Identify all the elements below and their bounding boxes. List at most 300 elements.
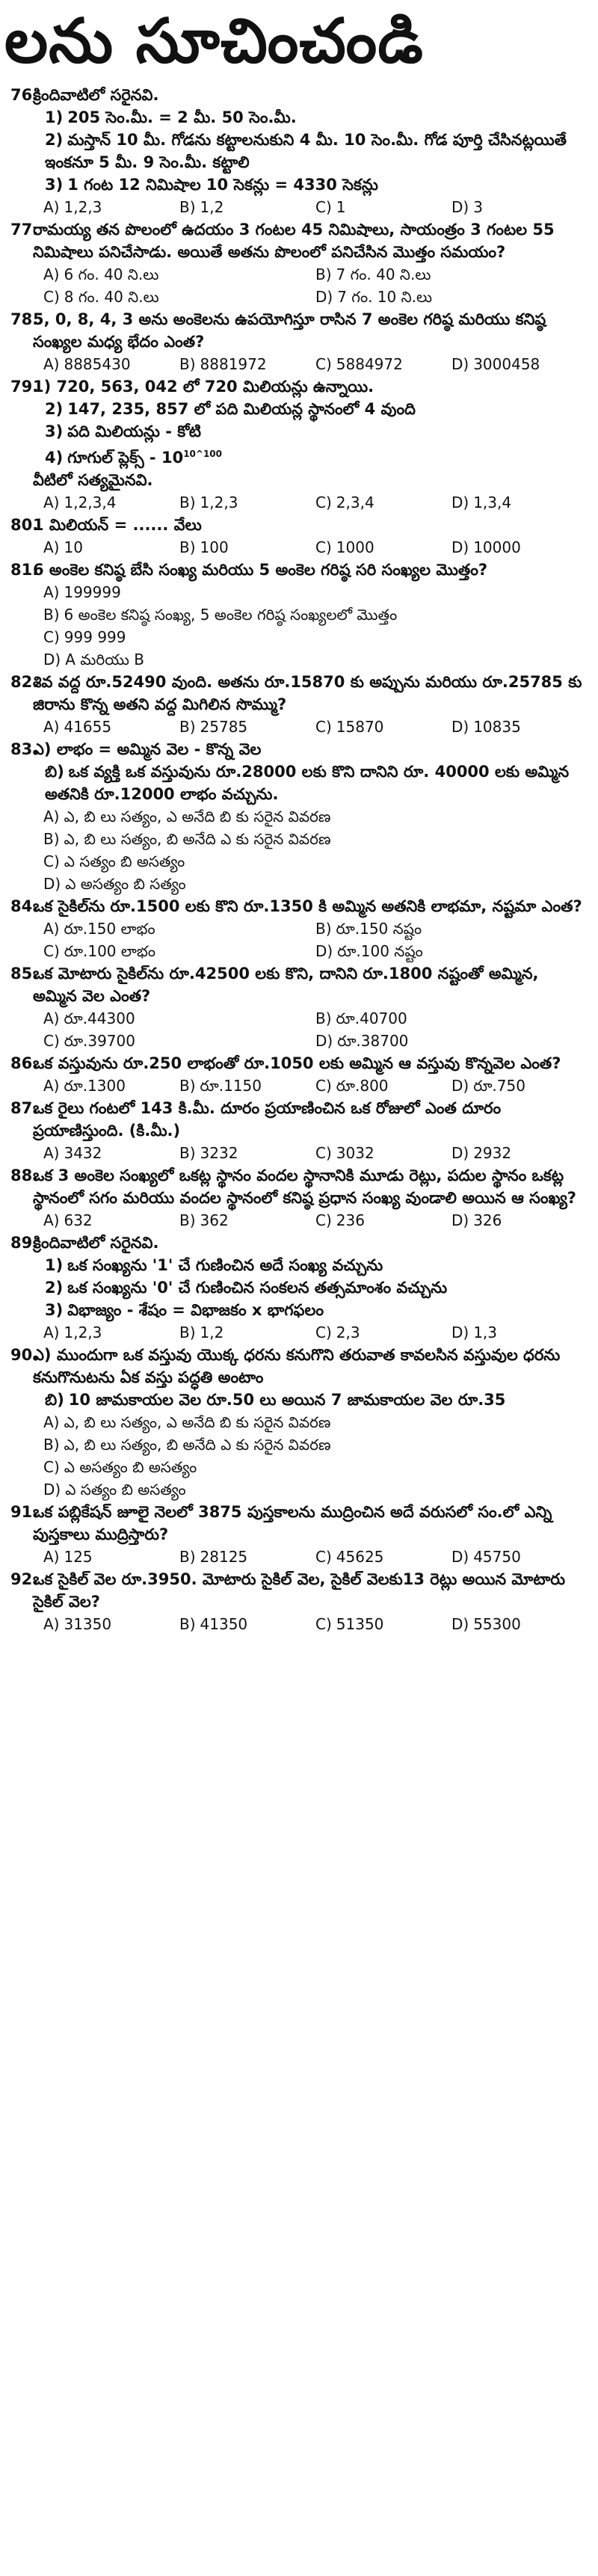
answer-option[interactable] (43, 491, 179, 514)
answer-option[interactable] (315, 1321, 451, 1344)
option-letter: C) (315, 494, 332, 511)
option-text: 1000 (336, 538, 374, 556)
statement-number: 3) (45, 176, 64, 194)
answer-option[interactable] (315, 353, 451, 375)
answer-option[interactable] (43, 1007, 315, 1030)
option-letter: A) (43, 1077, 60, 1095)
answer-option[interactable] (179, 1321, 315, 1344)
statement-text: 205 సెం.మీ. = 2 మీ. 50 సెం.మీ. (67, 108, 297, 126)
option-letter: D) (451, 1144, 469, 1162)
option-text: 1,3,4 (473, 494, 512, 511)
option-text: 6 గం. 40 ని.లు (64, 265, 159, 283)
option-letter: D) (451, 355, 469, 373)
answer-option[interactable] (315, 263, 588, 286)
answer-option[interactable] (43, 263, 315, 286)
question-block (10, 671, 588, 738)
answer-option[interactable] (43, 648, 588, 671)
option-text: 1,3 (473, 1324, 498, 1341)
option-letter: B) (179, 1211, 196, 1229)
statement-text: గూగుల్ ప్లెక్స్ - 10 (67, 449, 184, 467)
answer-option[interactable] (315, 1546, 451, 1568)
question-text (10, 738, 588, 760)
option-text: 8881972 (200, 355, 267, 373)
option-letter: D) (451, 1211, 469, 1229)
answer-option[interactable] (43, 1075, 179, 1097)
question-number: 88. (10, 1166, 39, 1184)
question-text (10, 1052, 588, 1075)
answer-option[interactable] (315, 536, 451, 559)
option-text: 2,3 (336, 1324, 360, 1341)
answer-option[interactable] (43, 1030, 315, 1052)
option-text: 10 (64, 538, 83, 556)
answer-option[interactable] (315, 940, 588, 962)
answer-option[interactable] (43, 940, 315, 962)
statement-text: 147, 235, 857 లో పది మిలియన్ల స్థానంలో 4 వుంది (67, 400, 416, 418)
option-letter: D) (451, 1077, 469, 1095)
answer-option[interactable] (43, 828, 588, 850)
statement-text: మస్తాన్ 10 మీ. గోడను కట్టాలనుకుని 4 మీ. 10 సెం.మీ. గోడ పూర్తి చేసినట్లయితే ఇంకనూ 5 మీ. 9 సెం.మీ. కట్టాలి (45, 131, 567, 171)
option-text: 1,2 (200, 1324, 224, 1341)
answer-option[interactable] (43, 1411, 588, 1433)
statement-number: 1) (45, 1256, 64, 1274)
question-block (10, 375, 588, 514)
question-text (10, 218, 588, 263)
page-header (0, 0, 598, 84)
question-stem: ఎ) ముందుగా ఒక వస్తువు యొక్క ధరను కనుగొని తరువాత కావలసిన వస్తువుల ధరను కనుగొనుటను ఏక వస్తు పద్ధతి అంటాం (33, 1346, 561, 1386)
question-stem: ఒక సైకిల్‌ను రూ.1500 లకు కొని రూ.1350 కి అమ్మిన అతనికి లాభమా, నష్టమా ఎంత? (33, 897, 582, 915)
answer-option[interactable] (451, 1075, 588, 1097)
question-number: 78. (10, 310, 39, 328)
question-statement (33, 420, 588, 443)
question-text (10, 1501, 588, 1546)
option-text: 8885430 (64, 355, 131, 373)
question-stem: ఒక రైలు గంటలో 143 కి.మీ. దూరం ప్రయాణించిన ఒక రోజులో ఎంత దూరం ప్రయాణిస్తుంది. (కి.మీ.) (33, 1099, 502, 1140)
answer-option[interactable] (43, 873, 588, 895)
answer-option[interactable] (451, 1613, 588, 1635)
options-grid (33, 1613, 588, 1635)
statement-number: 3) (45, 1301, 64, 1319)
option-letter: C) (43, 852, 60, 870)
options-grid (33, 536, 588, 559)
statement-text: ఒక వ్యక్తి ఒక వస్తువును రూ.28000 లకు కొని దానిని రూ. 40000 లకు అమ్మిన అతనికి రూ.12000 లాభం వచ్చును. (45, 763, 570, 803)
answer-option[interactable] (315, 1209, 451, 1232)
question-block (10, 1097, 588, 1164)
option-letter: C) (315, 1548, 332, 1566)
option-letter: A) (43, 494, 60, 511)
statement-number: 3) (45, 422, 64, 440)
option-letter: B) (179, 538, 196, 556)
option-letter: D) (315, 288, 333, 306)
option-letter: C) (315, 355, 332, 373)
question-number: 86. (10, 1054, 39, 1072)
options-grid (33, 1411, 588, 1501)
answer-option[interactable] (451, 1209, 588, 1232)
options-grid (33, 1321, 588, 1344)
option-text: ఎ, బి లు సత్యం, ఎ అనేది బి కు సరైన వివరణ (64, 1413, 331, 1431)
answer-option[interactable] (451, 1321, 588, 1344)
option-text: 3032 (336, 1144, 374, 1162)
option-letter: B) (179, 718, 196, 736)
option-text: 1,2 (200, 198, 224, 216)
answer-option[interactable] (179, 1075, 315, 1097)
option-text: 2,3,4 (336, 494, 374, 511)
question-list (0, 84, 598, 1635)
option-letter: B) (179, 1324, 196, 1341)
question-stem: ఒక వస్తువును రూ.250 లాభంతో రూ.1050 లకు అమ్మిన ఆ వస్తువు కొన్నవెల ఎంత? (33, 1054, 561, 1072)
question-block (10, 84, 588, 218)
option-text: 632 (64, 1211, 93, 1229)
option-letter: B) (43, 1436, 60, 1454)
answer-option[interactable] (315, 286, 588, 308)
answer-option[interactable] (43, 353, 179, 375)
option-letter: A) (43, 583, 60, 601)
option-text: 10835 (473, 718, 521, 736)
question-statement (33, 760, 588, 805)
question-stem: రామయ్య తన పొలంలో ఉదయం 3 గంటల 45 నిమిషాలు, సాయంత్రం 3 గంటల 55 నిమిషాలు పనిచేసాడు. అయితే అతను పొలంలో పనిచేసిన మొత్తం సమయం? (33, 221, 555, 261)
question-stem: శివ వద్ద రూ.52490 వుంది. అతను రూ.15870 కు అప్పును మరియు రూ.25785 కు జిరాను కొన్న అతని వద్ద మిగిలిన సొమ్ము? (33, 673, 582, 713)
option-text: 25785 (200, 718, 248, 736)
answer-option[interactable] (43, 196, 179, 218)
answer-option[interactable] (451, 353, 588, 375)
option-letter: D) (451, 538, 469, 556)
question-number: 92. (10, 1570, 39, 1588)
answer-option[interactable] (451, 1142, 588, 1164)
answer-option[interactable] (43, 603, 588, 626)
question-text (10, 1568, 588, 1613)
answer-option[interactable] (43, 716, 179, 738)
answer-option[interactable] (315, 196, 451, 218)
question-number: 90. (10, 1346, 39, 1364)
answer-option[interactable] (179, 536, 315, 559)
answer-option[interactable] (43, 581, 588, 603)
question-stem: ఎ) లాభం = అమ్మిన వెల - కొన్న వెల (33, 740, 262, 758)
option-letter: C) (315, 718, 332, 736)
options-grid (33, 1075, 588, 1097)
question-block (10, 308, 588, 375)
option-text: రూ.100 నష్టం (337, 942, 423, 960)
options-grid (33, 805, 588, 895)
options-grid (33, 716, 588, 738)
question-block (10, 1501, 588, 1568)
answer-option[interactable] (43, 286, 315, 308)
question-stem: 5, 0, 8, 4, 3 అను అంకెలను ఉపయోగిస్తూ రాసిన 7 అంకెల గరిష్ఠ మరియు కనిష్ఠ సంఖ్యల మధ్య భేదం ఎంత? (33, 310, 546, 351)
question-block (10, 218, 588, 308)
answer-option[interactable] (179, 353, 315, 375)
answer-option[interactable] (315, 917, 588, 940)
options-grid (33, 917, 588, 962)
question-statement (33, 1254, 588, 1276)
question-block (10, 1344, 588, 1501)
option-text: రూ.150 లాభం (64, 920, 155, 938)
header-title: లను సూచించండి (4, 6, 424, 77)
question-text (10, 1344, 588, 1389)
option-text: రూ.150 నష్టం (336, 920, 422, 938)
option-letter: D) (451, 1548, 469, 1566)
option-text: 55300 (473, 1615, 521, 1633)
option-letter: D) (315, 942, 333, 960)
option-text: ఎ, బి లు సత్యం, ఎ అనేది బి కు సరైన వివరణ (64, 808, 331, 826)
question-number: 84. (10, 897, 39, 915)
question-number: 76. (10, 86, 39, 104)
option-letter: C) (315, 1211, 332, 1229)
answer-option[interactable] (179, 1613, 315, 1635)
question-number: 80. (10, 516, 39, 534)
option-text: 28125 (200, 1548, 248, 1566)
option-text: 1,2,3,4 (64, 494, 117, 511)
option-letter: B) (179, 1548, 196, 1566)
answer-option[interactable] (43, 1321, 179, 1344)
option-letter: A) (43, 920, 60, 938)
answer-option[interactable] (43, 1433, 588, 1456)
question-stem: 6 అంకెల కనిష్ఠ బేసి సంఖ్య మరియు 5 అంకెల గరిష్ఠ సరి సంఖ్యల మొత్తం? (33, 561, 488, 579)
option-letter: B) (179, 1144, 196, 1162)
question-number: 89. (10, 1234, 39, 1252)
answer-option[interactable] (43, 1142, 179, 1164)
answer-option[interactable] (315, 1030, 588, 1052)
answer-option[interactable] (315, 1007, 588, 1030)
option-letter: C) (315, 1615, 332, 1633)
answer-option[interactable] (43, 1456, 588, 1478)
option-text: 3 (473, 198, 483, 216)
option-text: 3432 (64, 1144, 102, 1162)
option-text: 199999 (64, 583, 121, 601)
option-letter: A) (43, 808, 60, 826)
option-text: 45750 (473, 1548, 521, 1566)
option-letter: A) (43, 355, 60, 373)
question-block (10, 1164, 588, 1232)
option-letter: D) (451, 718, 469, 736)
options-grid (33, 1546, 588, 1568)
question-stem: 1 మిలియన్ = ...... వేలు (33, 516, 202, 534)
question-text (10, 1164, 588, 1209)
answer-option[interactable] (179, 1142, 315, 1164)
option-letter: C) (315, 1324, 332, 1341)
option-letter: B) (179, 355, 196, 373)
statement-text: 1 గంట 12 నిమిషాల 10 సెకన్లు = 4330 సెకన్లు (67, 176, 378, 194)
option-text: 8 గం. 40 ని.లు (64, 288, 159, 306)
option-text: 6 అంకెల కనిష్ఠ సంఖ్య, 5 అంకెల గరిష్ఠ సంఖ్యలలో మొత్తం (64, 606, 398, 624)
answer-option[interactable] (43, 1613, 179, 1635)
answer-option[interactable] (179, 1209, 315, 1232)
option-text: రూ.800 (336, 1077, 389, 1095)
question-number: 79. (10, 378, 39, 396)
statement-number: బి) (45, 763, 64, 781)
question-number: 91. (10, 1503, 39, 1521)
option-letter: A) (43, 1211, 60, 1229)
answer-option[interactable] (43, 1546, 179, 1568)
option-text: 362 (200, 1211, 229, 1229)
question-statement (33, 129, 588, 173)
answer-option[interactable] (43, 1478, 588, 1501)
option-text: 15870 (336, 718, 384, 736)
question-statement (33, 1299, 588, 1321)
question-block (10, 738, 588, 895)
question-block (10, 962, 588, 1052)
option-text: ఎ, బి లు సత్యం, బి అనేది ఎ కు సరైన వివరణ (64, 1436, 331, 1454)
question-statement (33, 1276, 588, 1299)
option-letter: C) (43, 1032, 60, 1050)
option-letter: A) (43, 198, 60, 216)
question-text (10, 514, 588, 536)
statement-text: ఒక సంఖ్యను '0' చే గుణించిన సంకలన తత్సమాంశం వచ్చును (67, 1279, 448, 1297)
option-text: 236 (336, 1211, 365, 1229)
question-text (10, 375, 588, 398)
option-text: రూ.1150 (200, 1077, 262, 1095)
option-text: A మరియు B (65, 651, 144, 668)
statement-text: విభాజ్యం - శేషం = విభాజకం x భాగఫలం (67, 1301, 324, 1319)
option-letter: B) (315, 265, 332, 283)
option-text: రూ.1300 (64, 1077, 126, 1095)
option-letter: B) (179, 1615, 196, 1633)
option-text: రూ.750 (473, 1077, 525, 1095)
option-text: 1,2,3 (64, 1324, 102, 1341)
answer-option[interactable] (451, 196, 588, 218)
option-letter: B) (179, 198, 196, 216)
statement-superscript: 10^100 (183, 449, 222, 459)
question-stem: ఒక పబ్లికేషన్ జూలై నెలలో 3875 పుస్తకాలను ముద్రించిన అదే వరుసలో సం.లో ఎన్ని పుస్తకాలు ముద్రిస్తారు? (33, 1503, 552, 1543)
question-number: 83. (10, 740, 39, 758)
option-letter: C) (43, 1458, 60, 1476)
answer-option[interactable] (451, 491, 588, 514)
options-grid (33, 196, 588, 218)
question-text (10, 962, 588, 1007)
option-letter: A) (43, 1548, 60, 1566)
option-letter: A) (43, 538, 60, 556)
option-text: 1 (336, 198, 346, 216)
option-letter: C) (43, 628, 60, 646)
option-letter: D) (43, 651, 61, 668)
option-text: ఎ అసత్యం బి అసత్యం (64, 1458, 197, 1476)
question-number: 81. (10, 561, 39, 579)
option-letter: B) (315, 1009, 332, 1027)
question-block (10, 1568, 588, 1635)
question-text (10, 84, 588, 106)
option-letter: D) (451, 1615, 469, 1633)
option-text: ఎ సత్యం బి అసత్యం (64, 852, 185, 870)
question-text (10, 895, 588, 917)
statement-number: 2) (45, 1279, 64, 1297)
option-text: ఎ అసత్యం బి సత్యం (65, 875, 186, 893)
option-letter: C) (43, 288, 60, 306)
option-letter: C) (315, 1144, 332, 1162)
answer-option[interactable] (315, 716, 451, 738)
option-letter: D) (451, 494, 469, 511)
option-text: 5884972 (336, 355, 403, 373)
question-statement (33, 1389, 588, 1411)
answer-option[interactable] (315, 1075, 451, 1097)
option-letter: A) (43, 1413, 60, 1431)
options-grid (33, 491, 588, 514)
question-stem: ఒక మోటారు సైకిల్‌ను రూ.42500 లకు కొని, దానిని రూ.1800 నష్టంతో అమ్మిన, అమ్మిన వెల ఎంత? (33, 965, 539, 1005)
statement-number: 4) (45, 449, 64, 467)
option-text: 10000 (473, 538, 521, 556)
option-letter: A) (43, 1615, 60, 1633)
option-text: 7 గం. 40 ని.లు (336, 265, 431, 283)
option-letter: A) (43, 265, 60, 283)
options-grid (33, 1209, 588, 1232)
option-text: 41350 (200, 1615, 248, 1633)
option-letter: A) (43, 1144, 60, 1162)
question-block (10, 1232, 588, 1344)
question-number: 82. (10, 673, 39, 691)
question-block (10, 559, 588, 671)
answer-option[interactable] (43, 805, 588, 828)
answer-option[interactable] (179, 716, 315, 738)
option-text: 2932 (473, 1144, 512, 1162)
option-letter: D) (43, 875, 61, 893)
option-text: 7 గం. 10 ని.లు (337, 288, 433, 306)
option-text: 326 (473, 1211, 502, 1229)
answer-option[interactable] (43, 626, 588, 648)
option-text: 3232 (200, 1144, 238, 1162)
option-letter: A) (43, 1324, 60, 1341)
answer-option[interactable] (315, 1142, 451, 1164)
options-grid (33, 263, 588, 308)
answer-option[interactable] (43, 1209, 179, 1232)
question-stem: ఒక 3 అంకెల సంఖ్యలో ఒకట్ల స్థానం వందల స్థానానికి మూడు రెట్లు, పదుల స్థానం ఒకట్ల స్థానంలో సగం మరియు వందల స్థానంలో కనిష్ఠ ప్రధాన సంఖ్య వుండాలి అయిన ఆ సంఖ్య? (33, 1166, 576, 1207)
answer-option[interactable] (179, 1546, 315, 1568)
question-block (10, 1052, 588, 1097)
question-number: 85. (10, 965, 39, 983)
question-stem: 1) 720, 563, 042 లో 720 మిలియన్లు ఉన్నాయి. (33, 378, 374, 396)
statement-text: 10 జామకాయల వెల రూ.50 లు అయిన 7 జామకాయల వెల రూ.35 (68, 1391, 506, 1409)
option-letter: C) (43, 942, 60, 960)
answer-option[interactable] (315, 1613, 451, 1635)
option-letter: A) (43, 718, 60, 736)
option-text: 31350 (64, 1615, 112, 1633)
option-text: రూ.44300 (64, 1009, 135, 1027)
options-grid (33, 581, 588, 671)
question-text (10, 559, 588, 581)
option-text: 45625 (336, 1548, 384, 1566)
statement-number: 1) (45, 108, 64, 126)
answer-option[interactable] (451, 716, 588, 738)
answer-option[interactable] (451, 536, 588, 559)
question-number: 87. (10, 1099, 39, 1117)
answer-option[interactable] (451, 1546, 588, 1568)
option-text: 100 (200, 538, 229, 556)
statement-number: 2) (45, 131, 64, 149)
option-text: 1,2,3 (200, 494, 238, 511)
answer-option[interactable] (179, 196, 315, 218)
option-letter: D) (315, 1032, 333, 1050)
statement-text: పది మిలియన్లు - కోటి (67, 422, 202, 440)
question-stem: క్రిందివాటిలో సరైనవి. (33, 1234, 159, 1252)
statement-number: 2) (45, 400, 64, 418)
options-grid (33, 1142, 588, 1164)
option-letter: C) (315, 198, 332, 216)
option-letter: D) (43, 1481, 61, 1498)
answer-option[interactable] (43, 536, 179, 559)
question-text (10, 671, 588, 716)
question-text (10, 308, 588, 353)
option-letter: D) (451, 1324, 469, 1341)
question-stem: ఒక సైకిల్ వెల రూ.3950. మోటారు సైకిల్ వెల, సైకిల్ వెలకు13 రెట్లు అయిన మోటారు సైకిల్ వెల? (33, 1570, 566, 1611)
question-statement (33, 398, 588, 420)
option-letter: B) (179, 494, 196, 511)
option-text: 125 (64, 1548, 93, 1566)
option-letter: B) (43, 830, 60, 848)
option-letter: C) (315, 1077, 332, 1095)
answer-option[interactable] (315, 491, 451, 514)
question-text (10, 1097, 588, 1142)
answer-option[interactable] (43, 850, 588, 873)
answer-option[interactable] (179, 491, 315, 514)
answer-option[interactable] (43, 917, 315, 940)
statement-number: బి) (45, 1391, 64, 1409)
option-text: ఎ, బి లు సత్యం, బి అనేది ఎ కు సరైన వివరణ (64, 830, 331, 848)
option-letter: B) (179, 1077, 196, 1095)
